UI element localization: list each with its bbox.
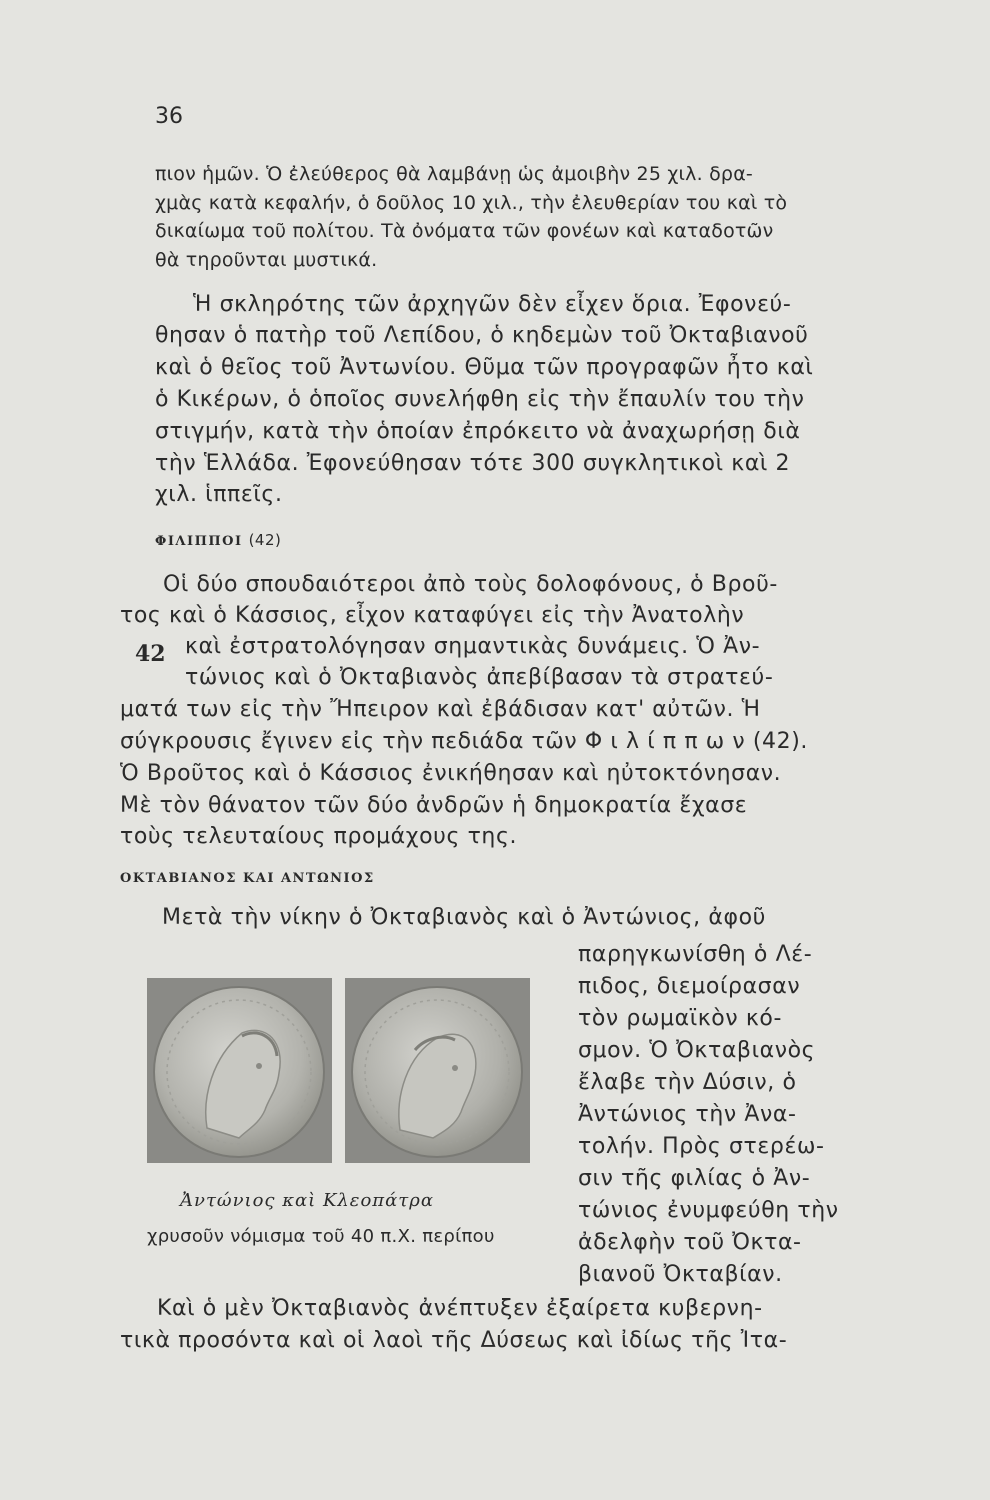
- text-line: τικὰ προσόντα καὶ οἱ λαοὶ τῆς Δύσεως καὶ ἰδίως τῆς Ἰτα-: [120, 1328, 788, 1353]
- text-line: πιδος, διεμοίρασαν: [578, 974, 801, 999]
- text-line: Ἡ σκληρότης τῶν ἀρχηγῶν δὲν εἶχεν ὅρια. Ἐφονεύ-: [193, 292, 792, 317]
- margin-number: 42: [135, 641, 166, 667]
- coin-cleopatra-icon: [345, 978, 530, 1163]
- text-line: σμον. Ὁ Ὀκταβιανὸς: [578, 1038, 816, 1063]
- heading-text: ΦΙΛΙΠΠΟΙ: [155, 534, 243, 549]
- text-line: ἔλαβε τὴν Δύσιν, ὁ: [578, 1070, 797, 1095]
- text-line: παρηγκωνίσθη ὁ Λέ-: [578, 942, 813, 967]
- page-number: 36: [155, 104, 183, 129]
- text-line: τοὺς τελευταίους προμάχους της.: [120, 824, 518, 849]
- text-line: σιν τῆς φιλίας ὁ Ἀν-: [578, 1166, 811, 1191]
- text-line: Ἀντώνιος τὴν Ἀνα-: [578, 1102, 797, 1127]
- text-line: θησαν ὁ πατὴρ τοῦ Λεπίδου, ὁ κηδεμὼν τοῦ Ὀκταβιανοῦ: [155, 323, 809, 348]
- text-line: ὁ Κικέρων, ὁ ὁποῖος συνελήφθη εἰς τὴν ἔπαυλίν του τὴν: [155, 387, 805, 412]
- section-heading-octavianos: ΟΚΤΑΒΙΑΝΟΣ ΚΑΙ ΑΝΤΩΝΙΟΣ: [120, 871, 375, 886]
- text-line: τώνιος καὶ ὁ Ὀκταβιανὸς ἀπεβίβασαν τὰ στρατεύ-: [185, 665, 774, 690]
- coin-antonius-icon: [147, 978, 332, 1163]
- text-line: ματά των εἰς τὴν Ἤπειρον καὶ ἐβάδισαν κατ' αὐτῶν. Ἡ: [120, 697, 761, 722]
- text-line: πιον ἡμῶν. Ὁ ἐλεύθερος θὰ λαμβάνῃ ὡς ἀμοιβὴν 25 χιλ. δρα-: [155, 163, 753, 185]
- text-line: τὸν ρωμαϊκὸν κό-: [578, 1006, 782, 1031]
- text-line: σύγκρουσις ἔγινεν εἰς τὴν πεδιάδα τῶν Φ ι λ ί π π ω ν (42).: [120, 729, 809, 754]
- text-line: τὴν Ἑλλάδα. Ἐφονεύθησαν τότε 300 συγκλητικοὶ καὶ 2: [155, 451, 791, 476]
- text-line: Οἱ δύο σπουδαιότεροι ἀπὸ τοὺς δολοφόνους, ὁ Βροῦ-: [163, 572, 778, 597]
- text-line: Καὶ ὁ μὲν Ὀκταβιανὸς ἀνέπτυξεν ἐξαίρετα κυβερνη-: [157, 1296, 763, 1321]
- text-line: χμὰς κατὰ κεφαλήν, ὁ δοῦλος 10 χιλ., τὴν ἐλευθερίαν του καὶ τὸ: [155, 192, 788, 214]
- text-line: καὶ ἐστρατολόγησαν σημαντικὰς δυνάμεις. Ὁ Ἀν-: [185, 634, 761, 659]
- figure-caption-title: Ἀντώνιος καὶ Κλεοπάτρα: [180, 1190, 434, 1211]
- text-line: δικαίωμα τοῦ πολίτου. Τὰ ὀνόματα τῶν φονέων καὶ καταδοτῶν: [155, 220, 774, 242]
- coin-obverse-image: [147, 978, 332, 1163]
- coin-reverse-image: [345, 978, 530, 1163]
- text-line: καὶ ὁ θεῖος τοῦ Ἀντωνίου. Θῦμα τῶν προγραφῶν ἦτο καὶ: [155, 355, 814, 380]
- text-line: στιγμήν, κατὰ τὴν ὁποίαν ἐπρόκειτο νὰ ἀναχωρήσῃ διὰ: [155, 419, 801, 444]
- heading-ref: (42): [248, 531, 282, 549]
- text-line: χιλ. ἱππεῖς.: [155, 482, 283, 507]
- text-line: Ὁ Βροῦτος καὶ ὁ Κάσσιος ἐνικήθησαν καὶ ηὐτοκτόνησαν.: [120, 761, 782, 786]
- text-line: τος καὶ ὁ Κάσσιος, εἶχον καταφύγει εἰς τὴν Ἀνατολὴν: [120, 603, 745, 628]
- text-line: τολήν. Πρὸς στερέω-: [578, 1134, 825, 1159]
- section-heading-philippoi: [155, 531, 281, 549]
- figure-caption-description: χρυσοῦν νόμισμα τοῦ 40 π.Χ. περίπου: [147, 1226, 495, 1247]
- text-line: Μετὰ τὴν νίκην ὁ Ὀκταβιανὸς καὶ ὁ Ἀντώνιος, ἀφοῦ: [162, 905, 766, 930]
- text-line: θὰ τηροῦνται μυστικά.: [155, 249, 378, 271]
- text-line: βιανοῦ Ὀκταβίαν.: [578, 1262, 783, 1287]
- text-line: Μὲ τὸν θάνατον τῶν δύο ἀνδρῶν ἡ δημοκρατία ἔχασε: [120, 793, 748, 818]
- text-line: τώνιος ἐνυμφεύθη τὴν: [578, 1198, 839, 1223]
- text-line: ἀδελφὴν τοῦ Ὀκτα-: [578, 1230, 802, 1255]
